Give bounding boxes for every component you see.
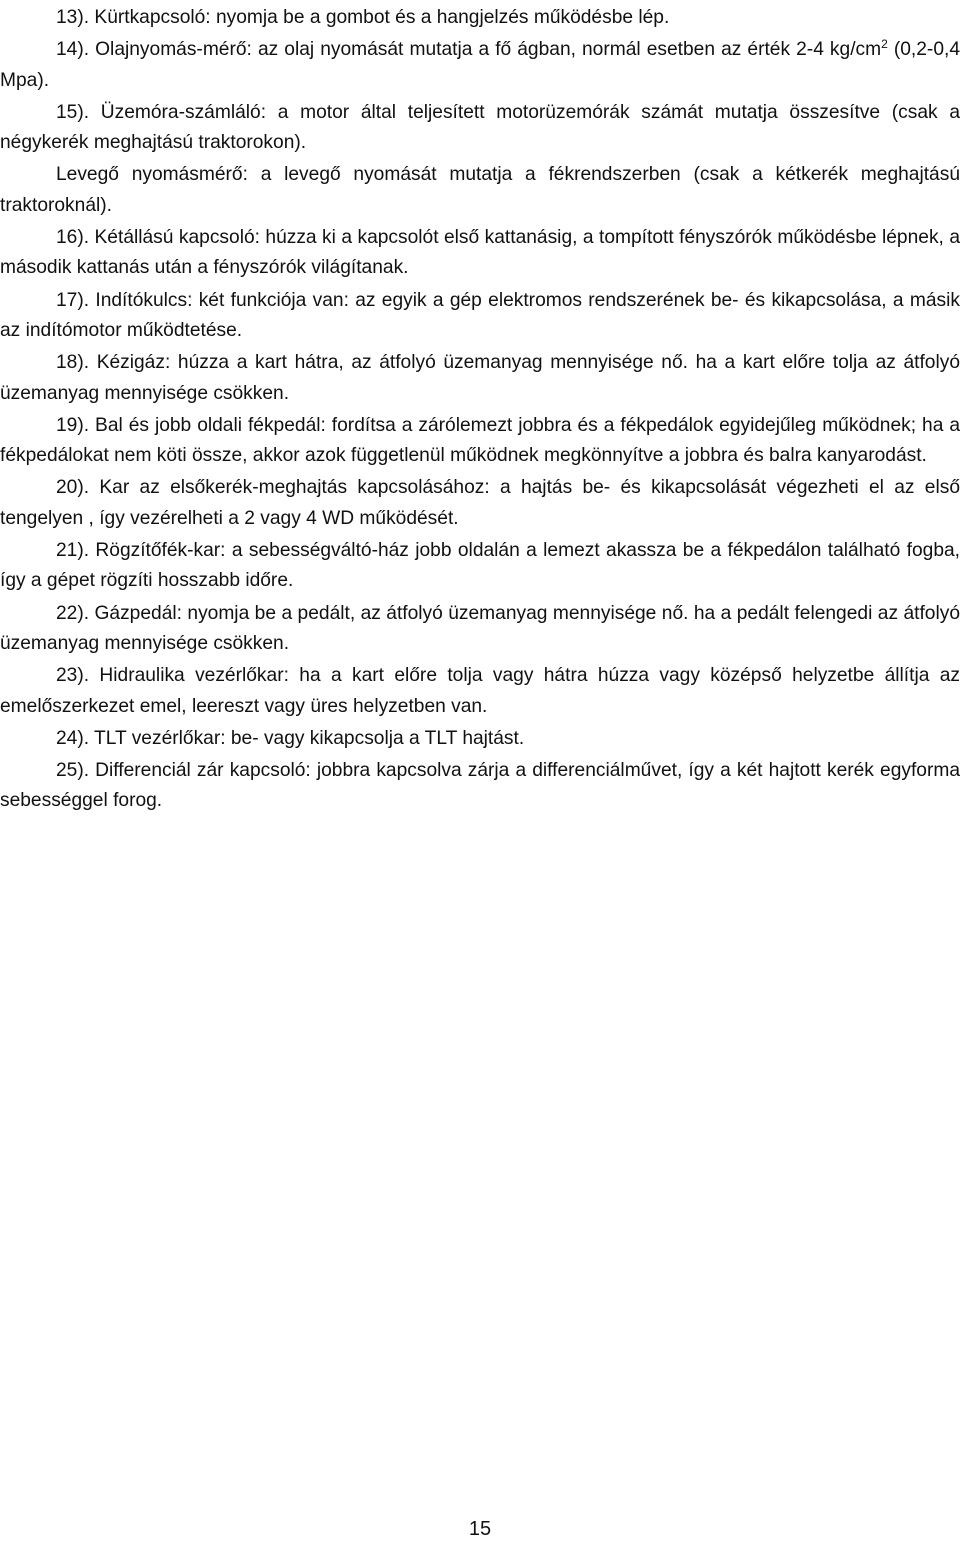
paragraph-23: 23). Hidraulika vezérlőkar: ha a kart előre tolja vagy hátra húzza vagy középső helyzetbe állítja az emelőszerkezet emel, leereszt vagy üres helyzetben van. bbox=[0, 665, 960, 717]
paragraph-14-text-end: (0,2-0,4 Mpa). bbox=[0, 39, 960, 91]
paragraph-16: 16). Kétállású kapcsoló: húzza ki a kapcsolót első kattanásig, a tompított fényszórók működésbe lépnek, a második kattanás után a fényszórók világítanak. bbox=[0, 227, 960, 279]
superscript: 2 bbox=[881, 37, 888, 52]
document-body bbox=[0, 3, 960, 819]
paragraph-14 bbox=[0, 35, 960, 96]
paragraph-18: 18). Kézigáz: húzza a kart hátra, az átfolyó üzemanyag mennyisége nő. ha a kart előre tolja az átfolyó üzemanyag mennyisége csökken. bbox=[0, 352, 960, 404]
paragraph-13: 13). Kürtkapcsoló: nyomja be a gombot és a hangjelzés működésbe lép. bbox=[56, 7, 670, 28]
page-number: 15 bbox=[468, 1518, 492, 1540]
paragraph-15: 15). Üzemóra-számláló: a motor által teljesített motorüzemórák számát mutatja összesítve (csak a négykerék meghajtású traktorokon). bbox=[0, 101, 960, 154]
paragraph-20: 20). Kar az elsőkerék-meghajtás kapcsolásához: a hajtás be- és kikapcsolását végezheti el az első tengelyen , így vezérelheti a 2 vagy 4 WD működését. bbox=[0, 477, 960, 529]
paragraph-19: 19). Bal és jobb oldali fékpedál: fordítsa a zárólemezt jobbra és a fékpedálok egyidejűleg működnek; ha a fékpedálokat nem köti össze, akkor azok függetlenül működnek megkönnyítve a jobbra és balra kanyarodást. bbox=[0, 414, 960, 467]
paragraph-17: 17). Indítókulcs: két funkciója van: az egyik a gép elektromos rendszerének be- és kikapcsolása, a másik az indítómotor működtetése. bbox=[0, 289, 960, 341]
paragraph-22: 22). Gázpedál: nyomja be a pedált, az átfolyó üzemanyag mennyisége nő. ha a pedált felengedi az átfolyó üzemanyag mennyisége csökken. bbox=[0, 602, 960, 654]
paragraph-24: 24). TLT vezérlőkar: be- vagy kikapcsolja a TLT hajtást. bbox=[56, 727, 525, 749]
paragraph-air-gauge: Levegő nyomásmérő: a levegő nyomását mutatja a fékrendszerben (csak a kétkerék meghajtású traktoroknál). bbox=[0, 164, 960, 216]
paragraph-21: 21). Rögzítőfék-kar: a sebességváltó-ház jobb oldalán a lemezt akassza be a fékpedálon található fogba, így a gépet rögzíti hosszabb időre. bbox=[0, 540, 960, 592]
paragraph-14-text: 14). Olajnyomás-mérő: az olaj nyomását mutatja a fő ágban, normál esetben az érték 2-4 kg/cm bbox=[56, 39, 882, 61]
paragraph-25: 25). Differenciál zár kapcsoló: jobbra kapcsolva zárja a differenciálművet, így a két hajtott kerék egyforma sebességgel forog. bbox=[0, 760, 960, 812]
